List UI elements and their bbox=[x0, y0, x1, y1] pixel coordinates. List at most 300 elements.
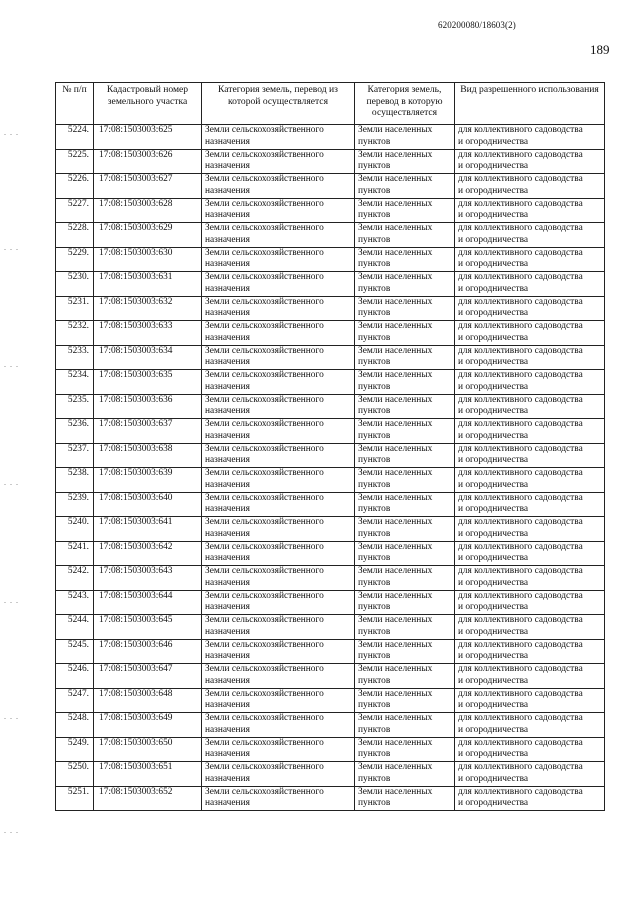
category-from bbox=[202, 223, 355, 248]
row-number: 5233. bbox=[56, 345, 94, 370]
category-from-line-2: назначения bbox=[205, 700, 250, 711]
category-from-line-2: назначения bbox=[205, 210, 250, 221]
header-num: № п/п bbox=[56, 83, 94, 125]
category-to-line-1: Земли населенных bbox=[358, 639, 433, 650]
table-row bbox=[56, 737, 605, 762]
category-from bbox=[202, 762, 355, 787]
cadastral-number: 17:08:1503003:626 bbox=[94, 149, 202, 174]
use-type bbox=[455, 247, 605, 272]
category-to-line-2: пунктов bbox=[358, 430, 391, 441]
table-row bbox=[56, 590, 605, 615]
use-type-line-1: для коллективного садоводства bbox=[458, 737, 583, 748]
category-from-line-2: назначения bbox=[205, 455, 250, 466]
category-from bbox=[202, 125, 355, 150]
category-to-line-2: пунктов bbox=[358, 553, 391, 564]
category-from-line-1: Земли сельскохозяйственного bbox=[205, 517, 324, 527]
category-to-line-1: Земли населенных bbox=[358, 590, 433, 601]
land-parcels-table bbox=[55, 82, 605, 811]
row-number: 5231. bbox=[56, 296, 94, 321]
category-from-line-1: Земли сельскохозяйственного bbox=[205, 174, 324, 184]
category-from-line-2: назначения bbox=[205, 357, 250, 368]
category-to-line-1: Земли населенных bbox=[358, 664, 433, 674]
row-number: 5251. bbox=[56, 786, 94, 811]
category-from bbox=[202, 492, 355, 517]
use-type-line-2: и огородничества bbox=[458, 357, 529, 368]
use-type-line-2: и огородничества bbox=[458, 430, 529, 441]
category-to-line-2: пунктов bbox=[358, 308, 391, 319]
category-from-line-1: Земли сельскохозяйственного bbox=[205, 541, 324, 552]
cadastral-number: 17:08:1503003:638 bbox=[94, 443, 202, 468]
use-type-line-2: и огородничества bbox=[458, 773, 529, 784]
scan-mark: . . . bbox=[4, 360, 19, 369]
use-type-line-2: и огородничества bbox=[458, 161, 529, 172]
use-type bbox=[455, 198, 605, 223]
category-to-line-1: Земли населенных bbox=[358, 125, 433, 135]
scan-mark: . . . bbox=[4, 243, 19, 252]
category-to bbox=[355, 419, 455, 444]
use-type bbox=[455, 272, 605, 297]
use-type bbox=[455, 541, 605, 566]
row-number: 5242. bbox=[56, 566, 94, 591]
use-type-line-1: для коллективного садоводства bbox=[458, 762, 583, 772]
cadastral-number: 17:08:1503003:646 bbox=[94, 639, 202, 664]
category-to-line-1: Земли населенных bbox=[358, 517, 433, 527]
use-type-line-1: для коллективного садоводства bbox=[458, 370, 583, 380]
category-to bbox=[355, 737, 455, 762]
use-type bbox=[455, 443, 605, 468]
row-number: 5248. bbox=[56, 713, 94, 738]
category-from-line-1: Земли сельскохозяйственного bbox=[205, 419, 324, 429]
use-type bbox=[455, 321, 605, 346]
table-row bbox=[56, 664, 605, 689]
category-from-line-2: назначения bbox=[205, 381, 250, 392]
category-from bbox=[202, 590, 355, 615]
use-type-line-2: и огородничества bbox=[458, 308, 529, 319]
table-row bbox=[56, 786, 605, 811]
category-from bbox=[202, 786, 355, 811]
use-type-line-1: для коллективного садоводства bbox=[458, 786, 583, 797]
category-from-line-2: назначения bbox=[205, 283, 250, 294]
category-from bbox=[202, 321, 355, 346]
use-type-line-1: для коллективного садоводства bbox=[458, 272, 583, 282]
category-to-line-2: пунктов bbox=[358, 602, 391, 613]
category-from-line-1: Земли сельскохозяйственного bbox=[205, 737, 324, 748]
use-type-line-1: для коллективного садоводства bbox=[458, 517, 583, 527]
category-to bbox=[355, 149, 455, 174]
category-from-line-1: Земли сельскохозяйственного bbox=[205, 223, 324, 233]
category-to bbox=[355, 517, 455, 542]
table-row bbox=[56, 639, 605, 664]
table-row bbox=[56, 419, 605, 444]
category-from bbox=[202, 639, 355, 664]
category-to-line-2: пунктов bbox=[358, 161, 391, 172]
category-to-line-2: пунктов bbox=[358, 504, 391, 515]
category-to-line-2: пунктов bbox=[358, 528, 391, 539]
category-from-line-1: Земли сельскохозяйственного bbox=[205, 492, 324, 503]
category-from-line-2: назначения bbox=[205, 185, 250, 196]
category-to bbox=[355, 664, 455, 689]
scan-mark: . . . bbox=[4, 712, 19, 721]
category-to-line-2: пунктов bbox=[358, 626, 391, 637]
category-from-line-1: Земли сельскохозяйственного bbox=[205, 468, 324, 478]
cadastral-number: 17:08:1503003:637 bbox=[94, 419, 202, 444]
category-from-line-1: Земли сельскохозяйственного bbox=[205, 664, 324, 674]
category-to-line-1: Земли населенных bbox=[358, 247, 433, 258]
category-from-line-2: назначения bbox=[205, 724, 250, 735]
category-from bbox=[202, 713, 355, 738]
category-from-line-2: назначения bbox=[205, 504, 250, 515]
category-from-line-1: Земли сельскохозяйственного bbox=[205, 272, 324, 282]
cadastral-number: 17:08:1503003:629 bbox=[94, 223, 202, 248]
category-from bbox=[202, 517, 355, 542]
use-type bbox=[455, 713, 605, 738]
category-from-line-2: назначения bbox=[205, 528, 250, 539]
use-type-line-2: и огородничества bbox=[458, 700, 529, 711]
cadastral-number: 17:08:1503003:645 bbox=[94, 615, 202, 640]
use-type-line-1: для коллективного садоводства bbox=[458, 394, 583, 405]
row-number: 5234. bbox=[56, 370, 94, 395]
row-number: 5243. bbox=[56, 590, 94, 615]
category-to bbox=[355, 590, 455, 615]
use-type-line-2: и огородничества bbox=[458, 455, 529, 466]
category-to-line-2: пунктов bbox=[358, 773, 391, 784]
table-row bbox=[56, 517, 605, 542]
use-type-line-2: и огородничества bbox=[458, 577, 529, 588]
category-to-line-1: Земли населенных bbox=[358, 370, 433, 380]
category-from-line-2: назначения bbox=[205, 773, 250, 784]
table-header-row bbox=[56, 83, 605, 125]
use-type-line-1: для коллективного садоводства bbox=[458, 664, 583, 674]
category-to-line-1: Земли населенных bbox=[358, 419, 433, 429]
table-row bbox=[56, 223, 605, 248]
category-from bbox=[202, 443, 355, 468]
category-to-line-2: пунктов bbox=[358, 283, 391, 294]
category-from bbox=[202, 149, 355, 174]
category-to-line-2: пунктов bbox=[358, 455, 391, 466]
category-from-line-1: Земли сельскохозяйственного bbox=[205, 149, 324, 160]
category-to-line-2: пунктов bbox=[358, 136, 391, 147]
category-to-line-2: пунктов bbox=[358, 234, 391, 245]
use-type bbox=[455, 786, 605, 811]
category-to-line-1: Земли населенных bbox=[358, 149, 433, 160]
table-row bbox=[56, 345, 605, 370]
table-row bbox=[56, 713, 605, 738]
category-to bbox=[355, 223, 455, 248]
use-type-line-2: и огородничества bbox=[458, 259, 529, 270]
category-from bbox=[202, 737, 355, 762]
cadastral-number: 17:08:1503003:635 bbox=[94, 370, 202, 395]
use-type bbox=[455, 223, 605, 248]
category-to-line-2: пунктов bbox=[358, 479, 391, 490]
category-from bbox=[202, 394, 355, 419]
use-type bbox=[455, 370, 605, 395]
category-to-line-1: Земли населенных bbox=[358, 786, 433, 797]
use-type-line-1: для коллективного садоводства bbox=[458, 639, 583, 650]
category-to-line-2: пунктов bbox=[358, 700, 391, 711]
category-to-line-1: Земли населенных bbox=[358, 468, 433, 478]
category-from-line-1: Земли сельскохозяйственного bbox=[205, 615, 324, 625]
table-row bbox=[56, 174, 605, 199]
category-from-line-2: назначения bbox=[205, 553, 250, 564]
category-from-line-2: назначения bbox=[205, 234, 250, 245]
category-from-line-1: Земли сельскохозяйственного bbox=[205, 321, 324, 331]
cadastral-number: 17:08:1503003:640 bbox=[94, 492, 202, 517]
cadastral-number: 17:08:1503003:632 bbox=[94, 296, 202, 321]
category-to-line-1: Земли населенных bbox=[358, 223, 433, 233]
category-from-line-1: Земли сельскохозяйственного bbox=[205, 370, 324, 380]
use-type bbox=[455, 394, 605, 419]
row-number: 5244. bbox=[56, 615, 94, 640]
use-type-line-1: для коллективного садоводства bbox=[458, 468, 583, 478]
category-to-line-2: пунктов bbox=[358, 259, 391, 270]
use-type-line-1: для коллективного садоводства bbox=[458, 125, 583, 135]
use-type-line-1: для коллективного садоводства bbox=[458, 492, 583, 503]
use-type bbox=[455, 419, 605, 444]
use-type bbox=[455, 174, 605, 199]
category-to bbox=[355, 762, 455, 787]
category-to bbox=[355, 198, 455, 223]
category-to bbox=[355, 394, 455, 419]
use-type bbox=[455, 688, 605, 713]
table-row bbox=[56, 443, 605, 468]
category-to bbox=[355, 296, 455, 321]
category-from-line-2: назначения bbox=[205, 749, 250, 760]
table-row bbox=[56, 688, 605, 713]
cadastral-number: 17:08:1503003:628 bbox=[94, 198, 202, 223]
category-from-line-2: назначения bbox=[205, 136, 250, 147]
category-to-line-1: Земли населенных bbox=[358, 321, 433, 331]
category-to-line-1: Земли населенных bbox=[358, 713, 433, 723]
category-to-line-2: пунктов bbox=[358, 210, 391, 221]
category-to-line-2: пунктов bbox=[358, 798, 391, 809]
use-type-line-2: и огородничества bbox=[458, 651, 529, 662]
row-number: 5230. bbox=[56, 272, 94, 297]
use-type-line-2: и огородничества bbox=[458, 210, 529, 221]
use-type-line-1: для коллективного садоводства bbox=[458, 419, 583, 429]
table-row bbox=[56, 370, 605, 395]
category-from-line-1: Земли сельскохозяйственного bbox=[205, 394, 324, 405]
row-number: 5241. bbox=[56, 541, 94, 566]
header-category-from: Категория земель, перевод из которой осуществляется bbox=[202, 83, 355, 125]
category-from-line-2: назначения bbox=[205, 406, 250, 417]
row-number: 5246. bbox=[56, 664, 94, 689]
category-to-line-1: Земли населенных bbox=[358, 394, 433, 405]
category-to bbox=[355, 125, 455, 150]
table-row bbox=[56, 198, 605, 223]
row-number: 5225. bbox=[56, 149, 94, 174]
category-to-line-2: пунктов bbox=[358, 381, 391, 392]
use-type bbox=[455, 615, 605, 640]
row-number: 5224. bbox=[56, 125, 94, 150]
use-type-line-2: и огородничества bbox=[458, 185, 529, 196]
table-body bbox=[56, 125, 605, 811]
row-number: 5227. bbox=[56, 198, 94, 223]
row-number: 5238. bbox=[56, 468, 94, 493]
header-use-type: Вид разрешенного использования bbox=[455, 83, 605, 125]
scan-mark: . . . bbox=[4, 596, 19, 605]
use-type-line-1: для коллективного садоводства bbox=[458, 566, 583, 576]
use-type-line-2: и огородничества bbox=[458, 136, 529, 147]
category-to bbox=[355, 370, 455, 395]
use-type-line-1: для коллективного садоводства bbox=[458, 713, 583, 723]
category-from-line-1: Земли сельскохозяйственного bbox=[205, 247, 324, 258]
cadastral-number: 17:08:1503003:652 bbox=[94, 786, 202, 811]
category-to bbox=[355, 615, 455, 640]
category-from-line-1: Земли сельскохозяйственного bbox=[205, 443, 324, 454]
cadastral-number: 17:08:1503003:636 bbox=[94, 394, 202, 419]
category-from-line-1: Земли сельскохозяйственного bbox=[205, 345, 324, 356]
row-number: 5245. bbox=[56, 639, 94, 664]
category-from bbox=[202, 296, 355, 321]
category-to-line-1: Земли населенных bbox=[358, 615, 433, 625]
category-from-line-2: назначения bbox=[205, 259, 250, 270]
header-category-to: Категория земель, перевод в которую осуществляется bbox=[355, 83, 455, 125]
use-type-line-1: для коллективного садоводства bbox=[458, 541, 583, 552]
category-to-line-1: Земли населенных bbox=[358, 443, 433, 454]
cadastral-number: 17:08:1503003:648 bbox=[94, 688, 202, 713]
category-from-line-1: Земли сельскохозяйственного bbox=[205, 762, 324, 772]
category-to-line-2: пунктов bbox=[358, 651, 391, 662]
header-cadastral: Кадастровый номер земельного участка bbox=[94, 83, 202, 125]
cadastral-number: 17:08:1503003:633 bbox=[94, 321, 202, 346]
category-from bbox=[202, 615, 355, 640]
use-type-line-1: для коллективного садоводства bbox=[458, 590, 583, 601]
use-type-line-2: и огородничества bbox=[458, 528, 529, 539]
use-type bbox=[455, 492, 605, 517]
row-number: 5250. bbox=[56, 762, 94, 787]
use-type-line-2: и огородничества bbox=[458, 798, 529, 809]
use-type-line-2: и огородничества bbox=[458, 406, 529, 417]
category-from bbox=[202, 419, 355, 444]
category-from-line-2: назначения bbox=[205, 308, 250, 319]
category-to-line-1: Земли населенных bbox=[358, 272, 433, 282]
use-type-line-2: и огородничества bbox=[458, 283, 529, 294]
table-row bbox=[56, 615, 605, 640]
use-type-line-2: и огородничества bbox=[458, 504, 529, 515]
use-type-line-1: для коллективного садоводства bbox=[458, 345, 583, 356]
category-to bbox=[355, 321, 455, 346]
category-to-line-2: пунктов bbox=[358, 185, 391, 196]
table-row bbox=[56, 247, 605, 272]
use-type-line-1: для коллективного садоводства bbox=[458, 198, 583, 209]
table-row bbox=[56, 762, 605, 787]
cadastral-number: 17:08:1503003:641 bbox=[94, 517, 202, 542]
table-row bbox=[56, 492, 605, 517]
category-from-line-1: Земли сельскохозяйственного bbox=[205, 198, 324, 209]
category-from-line-1: Земли сельскохозяйственного bbox=[205, 590, 324, 601]
use-type-line-1: для коллективного садоводства bbox=[458, 247, 583, 258]
use-type-line-1: для коллективного садоводства bbox=[458, 615, 583, 625]
category-from-line-1: Земли сельскохозяйственного bbox=[205, 296, 324, 307]
row-number: 5235. bbox=[56, 394, 94, 419]
cadastral-number: 17:08:1503003:643 bbox=[94, 566, 202, 591]
category-from-line-2: назначения bbox=[205, 675, 250, 686]
category-from-line-1: Земли сельскохозяйственного bbox=[205, 713, 324, 723]
category-to bbox=[355, 443, 455, 468]
scan-mark: . . . bbox=[4, 826, 19, 835]
category-from bbox=[202, 566, 355, 591]
category-to-line-1: Земли населенных bbox=[358, 737, 433, 748]
use-type bbox=[455, 345, 605, 370]
category-from-line-2: назначения bbox=[205, 602, 250, 613]
category-to-line-1: Земли населенных bbox=[358, 688, 433, 699]
use-type bbox=[455, 566, 605, 591]
use-type-line-2: и огородничества bbox=[458, 332, 529, 343]
table-row bbox=[56, 321, 605, 346]
category-to bbox=[355, 639, 455, 664]
row-number: 5228. bbox=[56, 223, 94, 248]
row-number: 5229. bbox=[56, 247, 94, 272]
cadastral-number: 17:08:1503003:625 bbox=[94, 125, 202, 150]
category-to bbox=[355, 272, 455, 297]
use-type-line-2: и огородничества bbox=[458, 724, 529, 735]
category-to-line-2: пунктов bbox=[358, 577, 391, 588]
category-to-line-1: Земли населенных bbox=[358, 492, 433, 503]
cadastral-number: 17:08:1503003:634 bbox=[94, 345, 202, 370]
cadastral-number: 17:08:1503003:639 bbox=[94, 468, 202, 493]
category-to bbox=[355, 688, 455, 713]
category-to bbox=[355, 541, 455, 566]
category-to-line-2: пунктов bbox=[358, 357, 391, 368]
use-type bbox=[455, 125, 605, 150]
row-number: 5247. bbox=[56, 688, 94, 713]
table-row bbox=[56, 149, 605, 174]
use-type bbox=[455, 149, 605, 174]
use-type-line-2: и огородничества bbox=[458, 749, 529, 760]
table-row bbox=[56, 125, 605, 150]
use-type-line-1: для коллективного садоводства bbox=[458, 688, 583, 699]
use-type-line-2: и огородничества bbox=[458, 479, 529, 490]
document-id: 620200080/18603(2) bbox=[438, 20, 516, 30]
scan-mark: . . . bbox=[4, 128, 19, 137]
category-from-line-2: назначения bbox=[205, 430, 250, 441]
category-to bbox=[355, 492, 455, 517]
category-to-line-1: Земли населенных bbox=[358, 174, 433, 184]
use-type bbox=[455, 296, 605, 321]
scan-mark: . . . bbox=[4, 478, 19, 487]
category-from bbox=[202, 541, 355, 566]
category-to bbox=[355, 713, 455, 738]
use-type bbox=[455, 517, 605, 542]
category-from-line-1: Земли сельскохозяйственного bbox=[205, 125, 324, 135]
row-number: 5249. bbox=[56, 737, 94, 762]
category-to bbox=[355, 174, 455, 199]
use-type-line-1: для коллективного садоводства bbox=[458, 174, 583, 184]
row-number: 5232. bbox=[56, 321, 94, 346]
page-number: 189 bbox=[590, 42, 610, 57]
category-to bbox=[355, 786, 455, 811]
category-to bbox=[355, 247, 455, 272]
category-to-line-2: пунктов bbox=[358, 675, 391, 686]
category-to bbox=[355, 468, 455, 493]
category-to-line-1: Земли населенных bbox=[358, 296, 433, 307]
category-from bbox=[202, 345, 355, 370]
use-type-line-1: для коллективного садоводства bbox=[458, 321, 583, 331]
category-to-line-2: пунктов bbox=[358, 332, 391, 343]
use-type-line-1: для коллективного садоводства bbox=[458, 443, 583, 454]
cadastral-number: 17:08:1503003:631 bbox=[94, 272, 202, 297]
cadastral-number: 17:08:1503003:642 bbox=[94, 541, 202, 566]
row-number: 5236. bbox=[56, 419, 94, 444]
cadastral-number: 17:08:1503003:650 bbox=[94, 737, 202, 762]
category-to bbox=[355, 566, 455, 591]
use-type bbox=[455, 468, 605, 493]
category-to-line-2: пунктов bbox=[358, 749, 391, 760]
category-from bbox=[202, 247, 355, 272]
cadastral-number: 17:08:1503003:630 bbox=[94, 247, 202, 272]
table-row bbox=[56, 541, 605, 566]
category-from bbox=[202, 664, 355, 689]
